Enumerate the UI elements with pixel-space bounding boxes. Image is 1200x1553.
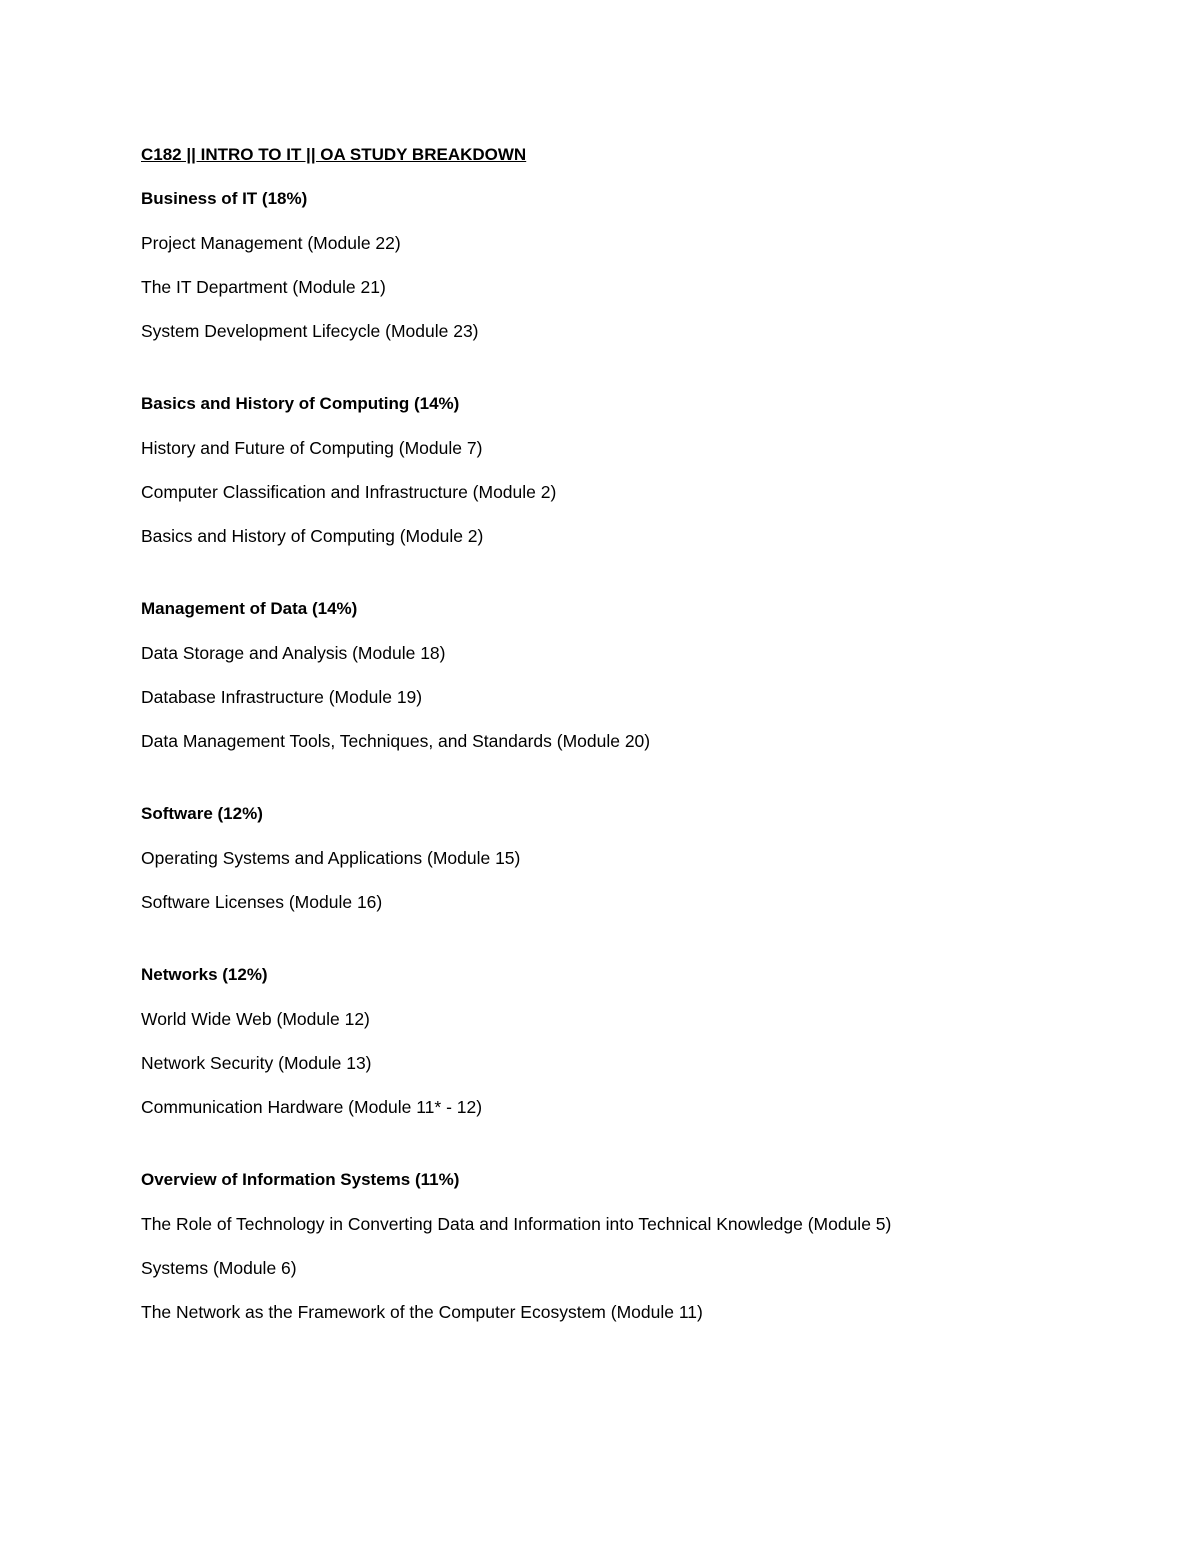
section-basics-and-history (141, 390, 1101, 550)
topic-item: Data Management Tools, Techniques, and Standards (Module 20) (141, 731, 651, 751)
section-management-of-data (141, 595, 1101, 755)
topic-item: Operating Systems and Applications (Module 15) (141, 848, 521, 868)
section-heading: Software (12%) (141, 804, 263, 823)
document-body (141, 141, 1101, 1326)
topic-item: The Role of Technology in Converting Data and Information into Technical Knowledge (Module 5) (141, 1214, 892, 1234)
section-heading: Basics and History of Computing (14%) (141, 394, 460, 413)
section-overview-of-information-systems (141, 1166, 1101, 1326)
topic-item: System Development Lifecycle (Module 23) (141, 321, 479, 341)
topic-item: Project Management (Module 22) (141, 233, 401, 253)
topic-item: World Wide Web (Module 12) (141, 1009, 370, 1029)
topic-item: The Network as the Framework of the Computer Ecosystem (Module 11) (141, 1302, 703, 1322)
document-title: C182 || INTRO TO IT || OA STUDY BREAKDOWN (141, 145, 527, 164)
topic-item: Systems (Module 6) (141, 1258, 297, 1278)
topic-item: Communication Hardware (Module 11* - 12) (141, 1097, 483, 1117)
section-business-of-it (141, 185, 1101, 345)
section-heading: Overview of Information Systems (11%) (141, 1170, 460, 1189)
section-networks (141, 961, 1101, 1121)
topic-item: Software Licenses (Module 16) (141, 892, 383, 912)
topic-item: Computer Classification and Infrastructure (Module 2) (141, 482, 557, 502)
section-heading: Management of Data (14%) (141, 599, 358, 618)
topic-item: Database Infrastructure (Module 19) (141, 687, 423, 707)
topic-item: Data Storage and Analysis (Module 18) (141, 643, 446, 663)
topic-item: Basics and History of Computing (Module 2) (141, 526, 484, 546)
topic-item: The IT Department (Module 21) (141, 277, 386, 297)
section-heading: Business of IT (18%) (141, 189, 308, 208)
section-heading: Networks (12%) (141, 965, 268, 984)
section-software (141, 800, 1101, 916)
topic-item: History and Future of Computing (Module 7) (141, 438, 483, 458)
topic-item: Network Security (Module 13) (141, 1053, 372, 1073)
